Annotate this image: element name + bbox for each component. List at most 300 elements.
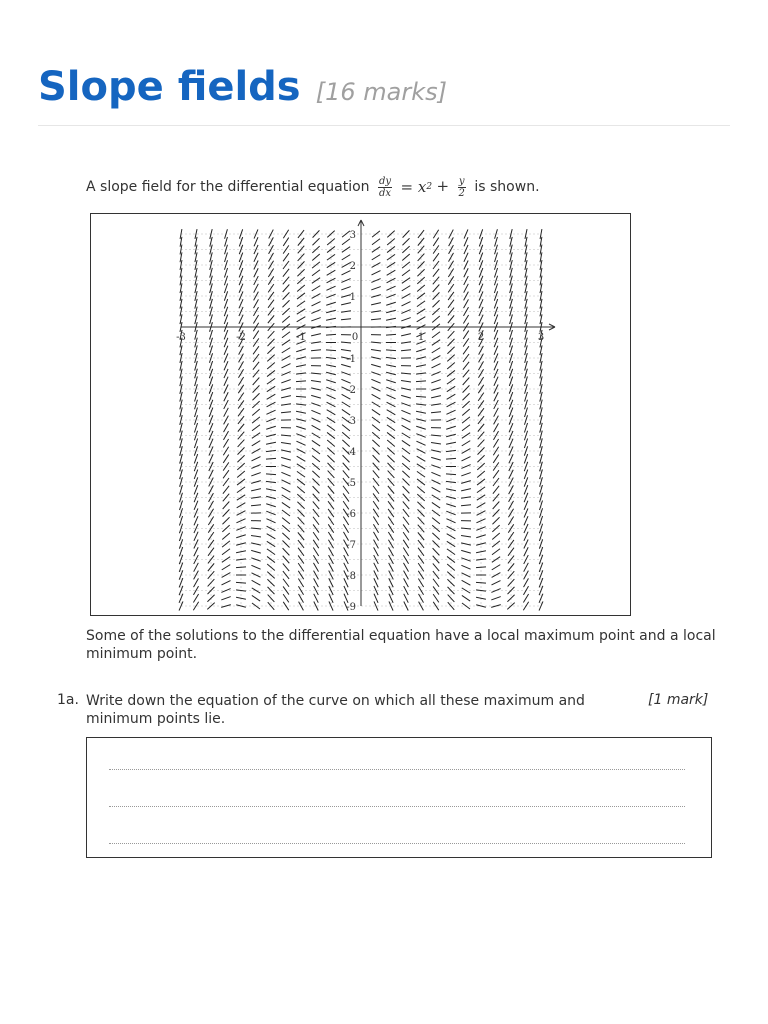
- slope-segment: [311, 410, 320, 414]
- intro-text-after: is shown.: [474, 179, 540, 195]
- slope-segment: [446, 458, 456, 459]
- slope-segment: [252, 457, 261, 461]
- slope-segment: [313, 486, 320, 493]
- slope-segment: [524, 524, 528, 533]
- slope-segment: [281, 457, 291, 460]
- slope-segment: [312, 238, 319, 245]
- slope-segment: [371, 357, 381, 359]
- slope-segment: [342, 432, 350, 439]
- slope-segment: [447, 579, 454, 586]
- slope-segment: [461, 489, 471, 491]
- slope-segment: [327, 455, 334, 462]
- slope-segment: [374, 547, 379, 556]
- slope-segment: [194, 532, 198, 541]
- slope-segment: [224, 408, 229, 417]
- slope-segment: [372, 425, 380, 431]
- slope-segment: [416, 404, 426, 405]
- slope-segment: [282, 487, 291, 492]
- slope-segment: [404, 571, 409, 580]
- slope-segment: [222, 533, 230, 540]
- slope-segment: [417, 471, 425, 477]
- slope-segment: [236, 582, 246, 583]
- slope-segment: [327, 440, 335, 446]
- slope-segment: [403, 540, 409, 548]
- y-tick-label: 2: [349, 261, 356, 272]
- slope-segment: [282, 300, 289, 307]
- slope-segment: [416, 373, 426, 374]
- slope-segment: [432, 356, 441, 361]
- slope-segment: [372, 255, 381, 260]
- slope-segment: [266, 474, 276, 475]
- slope-segment: [403, 555, 408, 564]
- slope-segment: [296, 373, 306, 374]
- slope-segment: [432, 348, 441, 353]
- slope-segment: [402, 278, 410, 284]
- slope-segment: [254, 299, 259, 308]
- slope-segment: [461, 505, 471, 506]
- slope-segment: [431, 472, 440, 476]
- slope-segment: [296, 441, 305, 445]
- slope-segment: [311, 318, 320, 321]
- y-tick-label: -4: [346, 447, 356, 458]
- answer-line[interactable]: [109, 843, 685, 844]
- slope-segment: [404, 602, 408, 611]
- slope-segment: [281, 412, 291, 413]
- slope-segment: [251, 489, 261, 491]
- slope-segment: [494, 392, 498, 401]
- slope-segment: [223, 455, 229, 463]
- slope-segment: [446, 481, 456, 482]
- slope-segment: [494, 377, 498, 386]
- page-title: Slope fields: [38, 64, 301, 110]
- slope-segment: [476, 559, 486, 560]
- slope-segment: [282, 348, 291, 353]
- slope-segment: [327, 425, 335, 431]
- slope-segment: [282, 332, 290, 338]
- derivative-denominator: dx: [379, 187, 392, 199]
- slope-segment: [386, 357, 396, 358]
- slope-segment: [417, 301, 425, 307]
- slope-segment: [431, 435, 441, 436]
- slope-segment: [372, 440, 379, 447]
- slope-segment: [387, 440, 395, 446]
- slope-segment: [371, 311, 381, 313]
- slope-segment: [283, 261, 289, 269]
- slope-segment: [401, 410, 410, 414]
- slope-segment: [416, 381, 426, 382]
- slope-segment: [478, 440, 485, 447]
- slope-segment: [373, 532, 378, 541]
- slope-segment: [283, 586, 289, 594]
- slope-segment: [222, 517, 229, 524]
- y-tick-label: -1: [346, 354, 356, 365]
- slope-segment: [433, 563, 439, 571]
- slope-segment: [463, 346, 469, 354]
- intro-sentence: [86, 172, 540, 201]
- slope-segment: [404, 594, 409, 603]
- slope-segment: [403, 563, 408, 572]
- slope-segment: [224, 392, 228, 401]
- slope-segment: [313, 532, 319, 540]
- answer-line[interactable]: [109, 806, 685, 807]
- slope-segment: [493, 486, 499, 494]
- slope-segment: [194, 563, 199, 572]
- slope-segment: [433, 285, 440, 292]
- slope-segment: [461, 473, 470, 476]
- answer-line[interactable]: [109, 769, 685, 770]
- slope-segment: [492, 549, 500, 555]
- slope-segment: [283, 253, 289, 261]
- y-tick-label: -9: [346, 602, 356, 613]
- slope-segment: [373, 455, 380, 462]
- equation-exponent: 2: [426, 182, 433, 192]
- slope-field-chart: [91, 214, 630, 615]
- slope-segment: [311, 373, 321, 374]
- slope-segment: [221, 597, 230, 600]
- slope-segment: [433, 579, 439, 587]
- slope-segment: [431, 465, 440, 468]
- slope-segment: [237, 455, 244, 462]
- slope-segment: [462, 409, 470, 416]
- slope-segment: [341, 349, 351, 351]
- slope-segment: [251, 481, 261, 484]
- slope-segment: [493, 455, 499, 463]
- slope-segment: [282, 316, 290, 323]
- slope-segment: [401, 350, 411, 351]
- slope-segment: [374, 563, 379, 572]
- slope-segment: [462, 580, 471, 585]
- slope-segment: [463, 385, 470, 392]
- slope-segment: [223, 462, 229, 470]
- slope-segment: [494, 423, 499, 432]
- slope-segment: [402, 254, 410, 261]
- y-tick-label: -3: [346, 416, 356, 427]
- x-tick-label: 3: [537, 332, 545, 343]
- slope-segment: [403, 517, 409, 525]
- slope-segment: [432, 502, 440, 508]
- slope-segment: [283, 230, 288, 238]
- slope-segment: [224, 369, 228, 378]
- slope-segment: [402, 425, 411, 430]
- slope-segment: [447, 564, 455, 570]
- slope-segment: [341, 379, 350, 383]
- fraction-denominator: 2: [458, 187, 465, 199]
- slope-segment: [253, 346, 259, 354]
- slope-segment: [464, 268, 468, 277]
- equation-rhs-a: = x: [400, 178, 427, 196]
- slope-segment: [251, 505, 261, 506]
- slope-segment: [431, 372, 440, 376]
- slope-segment: [312, 270, 320, 276]
- slope-segment: [462, 433, 470, 439]
- x-tick-label: 1: [417, 332, 425, 343]
- slope-segment: [463, 307, 468, 316]
- slope-segment: [492, 533, 500, 540]
- slope-segment: [251, 558, 260, 561]
- slope-segment: [251, 535, 261, 537]
- slope-segment: [311, 388, 321, 390]
- slope-segment: [476, 567, 486, 568]
- slope-segment: [283, 292, 290, 299]
- slope-segment: [431, 450, 441, 452]
- slope-segment: [387, 455, 394, 462]
- slope-segment: [462, 603, 470, 609]
- slope-segment: [268, 331, 275, 338]
- y-tick-label: -2: [346, 385, 356, 396]
- slope-segment: [432, 533, 439, 540]
- slope-segment: [251, 473, 260, 476]
- slope-segment: [446, 474, 456, 475]
- slope-segment: [402, 471, 409, 478]
- question-text: Write down the equation of the curve on which all these maximum and minimum points lie.: [86, 693, 585, 727]
- solutions-paragraph: Some of the solutions to the differential equation have a local maximum point and a local minimum point.: [86, 628, 716, 662]
- slope-segment: [464, 299, 469, 308]
- slope-segment: [267, 579, 274, 586]
- question-number: 1a.: [57, 692, 79, 708]
- derivative-numerator: dy: [379, 175, 392, 187]
- slope-segment: [252, 425, 260, 431]
- y-tick-label: 3: [349, 230, 356, 241]
- slope-segment: [372, 394, 381, 399]
- slope-segment: [402, 262, 410, 268]
- slope-segment: [251, 465, 260, 469]
- slope-segment: [402, 456, 410, 462]
- slope-segment: [253, 331, 259, 339]
- slope-segment: [283, 556, 290, 563]
- slope-segment: [432, 300, 439, 307]
- slope-segment: [402, 440, 410, 446]
- slope-segment: [463, 378, 470, 385]
- answer-box[interactable]: [86, 737, 712, 858]
- slope-segment: [223, 502, 230, 509]
- slope-segment: [222, 541, 230, 547]
- slope-segment: [283, 602, 289, 610]
- slope-segment: [266, 450, 276, 451]
- slope-segment: [446, 450, 456, 451]
- slope-segment: [431, 388, 441, 391]
- slope-segment: [296, 381, 306, 382]
- slope-segment: [447, 549, 455, 555]
- slope-segment: [491, 597, 500, 600]
- slope-segment: [493, 470, 499, 478]
- slope-segment: [282, 502, 290, 508]
- slope-segment: [252, 409, 260, 416]
- slope-segment: [297, 471, 305, 477]
- slope-segment: [464, 276, 469, 285]
- y-tick-label: -5: [346, 478, 356, 489]
- slope-segment: [282, 364, 291, 368]
- slope-segment: [461, 565, 470, 569]
- slope-segment: [312, 418, 321, 422]
- slope-segment: [461, 528, 471, 529]
- slope-segment: [462, 417, 470, 423]
- slope-segment: [476, 582, 486, 583]
- slope-segment: [431, 442, 441, 444]
- slope-segment: [431, 380, 440, 383]
- slope-segment: [251, 543, 261, 545]
- slope-segment: [311, 403, 320, 406]
- slope-segment: [311, 395, 321, 398]
- slope-segment: [403, 501, 409, 509]
- slope-segment: [371, 372, 380, 375]
- slope-segment: [402, 448, 410, 454]
- slope-segment: [371, 364, 381, 367]
- slope-segment: [343, 463, 350, 470]
- slope-segment: [283, 245, 289, 253]
- slope-segment: [493, 439, 498, 448]
- slope-segment: [222, 525, 229, 532]
- slope-segment: [401, 395, 411, 398]
- slope-segment: [208, 579, 215, 586]
- slope-segment: [312, 286, 321, 291]
- slope-segment: [252, 595, 260, 601]
- slope-segment: [492, 573, 501, 578]
- slope-segment: [404, 586, 409, 595]
- slope-segment: [251, 550, 261, 553]
- slope-segment: [282, 340, 290, 346]
- slope-segment: [462, 588, 471, 593]
- slope-segment: [386, 334, 396, 335]
- slope-segment: [477, 455, 484, 462]
- slope-segment: [342, 247, 350, 253]
- slope-segment: [282, 540, 289, 547]
- slope-segment: [493, 502, 500, 509]
- slope-segment: [371, 349, 381, 351]
- y-tick-label: -6: [346, 509, 356, 520]
- slope-segment: [224, 384, 228, 393]
- y-tick-label: -8: [346, 571, 356, 582]
- slope-segment: [312, 456, 320, 462]
- slope-segment: [371, 279, 380, 283]
- slope-segment: [283, 548, 290, 555]
- slope-segment: [282, 510, 290, 516]
- slope-segment: [341, 319, 351, 320]
- slope-segment: [464, 245, 468, 254]
- slope-segment: [266, 481, 276, 482]
- slope-segment: [476, 590, 486, 591]
- slope-segment: [253, 362, 259, 370]
- equation-plus: +: [436, 177, 450, 195]
- slope-segment: [491, 605, 501, 608]
- page-header: [38, 64, 447, 110]
- slope-segment: [251, 497, 261, 499]
- slope-segment: [223, 494, 229, 502]
- slope-segment: [432, 518, 440, 524]
- slope-segment: [464, 284, 469, 293]
- slope-segment: [403, 524, 409, 532]
- slope-segment: [297, 301, 305, 307]
- slope-segment: [462, 441, 471, 446]
- slope-segment: [281, 396, 291, 398]
- slope-segment: [492, 517, 499, 524]
- total-marks: [16 marks]: [315, 78, 447, 106]
- slope-segment: [402, 270, 410, 276]
- slope-segment: [222, 557, 230, 563]
- slope-segment: [433, 594, 439, 602]
- slope-segment: [374, 594, 378, 603]
- slope-segment: [343, 470, 349, 478]
- slope-segment: [341, 287, 350, 290]
- derivative-fraction: [378, 176, 392, 199]
- slope-segment: [402, 302, 411, 306]
- slope-segment: [283, 269, 289, 277]
- slope-segment: [283, 563, 289, 571]
- slope-segment: [193, 594, 198, 603]
- x-tick-label: -1: [296, 332, 306, 343]
- slope-segment: [314, 578, 319, 587]
- slope-segment: [224, 416, 229, 425]
- slope-segment: [372, 387, 381, 391]
- y-tick-label: -7: [346, 540, 356, 551]
- slope-segment: [282, 495, 291, 500]
- slope-segment: [267, 564, 275, 570]
- slope-segment: [464, 292, 469, 301]
- slope-segment: [224, 400, 229, 409]
- slope-segment: [282, 525, 290, 532]
- slope-segment: [387, 425, 395, 431]
- slope-segment: [401, 380, 411, 382]
- slope-segment: [281, 380, 290, 383]
- slope-segment: [523, 594, 528, 603]
- slope-segment: [524, 571, 529, 580]
- slope-segment: [342, 255, 351, 260]
- slope-segment: [524, 547, 528, 556]
- slope-segment: [281, 472, 290, 476]
- slope-segment: [401, 318, 410, 321]
- slope-segment: [402, 286, 411, 291]
- slope-segment: [296, 404, 306, 405]
- slope-segment: [464, 229, 468, 238]
- slope-segment: [432, 487, 441, 492]
- slope-segment: [492, 565, 501, 570]
- slope-segment: [448, 315, 454, 323]
- slope-segment: [223, 486, 229, 494]
- slope-segment: [462, 425, 470, 431]
- slope-segment: [283, 594, 289, 602]
- slope-segment: [403, 486, 410, 493]
- slope-segment: [266, 458, 276, 459]
- slope-segment: [312, 440, 320, 446]
- slope-segment: [402, 238, 409, 245]
- slope-segment: [297, 317, 306, 322]
- slope-segment: [312, 254, 320, 261]
- slope-segment: [432, 332, 440, 338]
- fraction-numerator: y: [458, 175, 465, 187]
- slope-segment: [282, 518, 290, 524]
- slope-segment: [371, 379, 380, 383]
- slope-segment: [372, 263, 381, 268]
- slope-segment: [373, 486, 379, 494]
- slope-segment: [431, 396, 441, 398]
- slope-segment: [402, 463, 410, 470]
- slope-segment: [254, 253, 258, 262]
- slope-segment: [222, 549, 230, 555]
- slope-segment: [311, 342, 321, 344]
- slope-segment: [417, 456, 426, 461]
- slope-segment: [404, 578, 409, 587]
- slope-segment: [494, 408, 499, 417]
- slope-segment: [252, 449, 261, 454]
- slope-segment: [311, 380, 321, 382]
- slope-segment: [371, 287, 380, 290]
- slope-segment: [431, 412, 441, 413]
- slope-segment: [224, 377, 228, 386]
- slope-segment: [524, 532, 528, 541]
- slope-segment: [254, 284, 259, 293]
- slope-segment: [463, 362, 469, 370]
- slope-segment: [342, 402, 351, 407]
- slope-segment: [524, 555, 529, 564]
